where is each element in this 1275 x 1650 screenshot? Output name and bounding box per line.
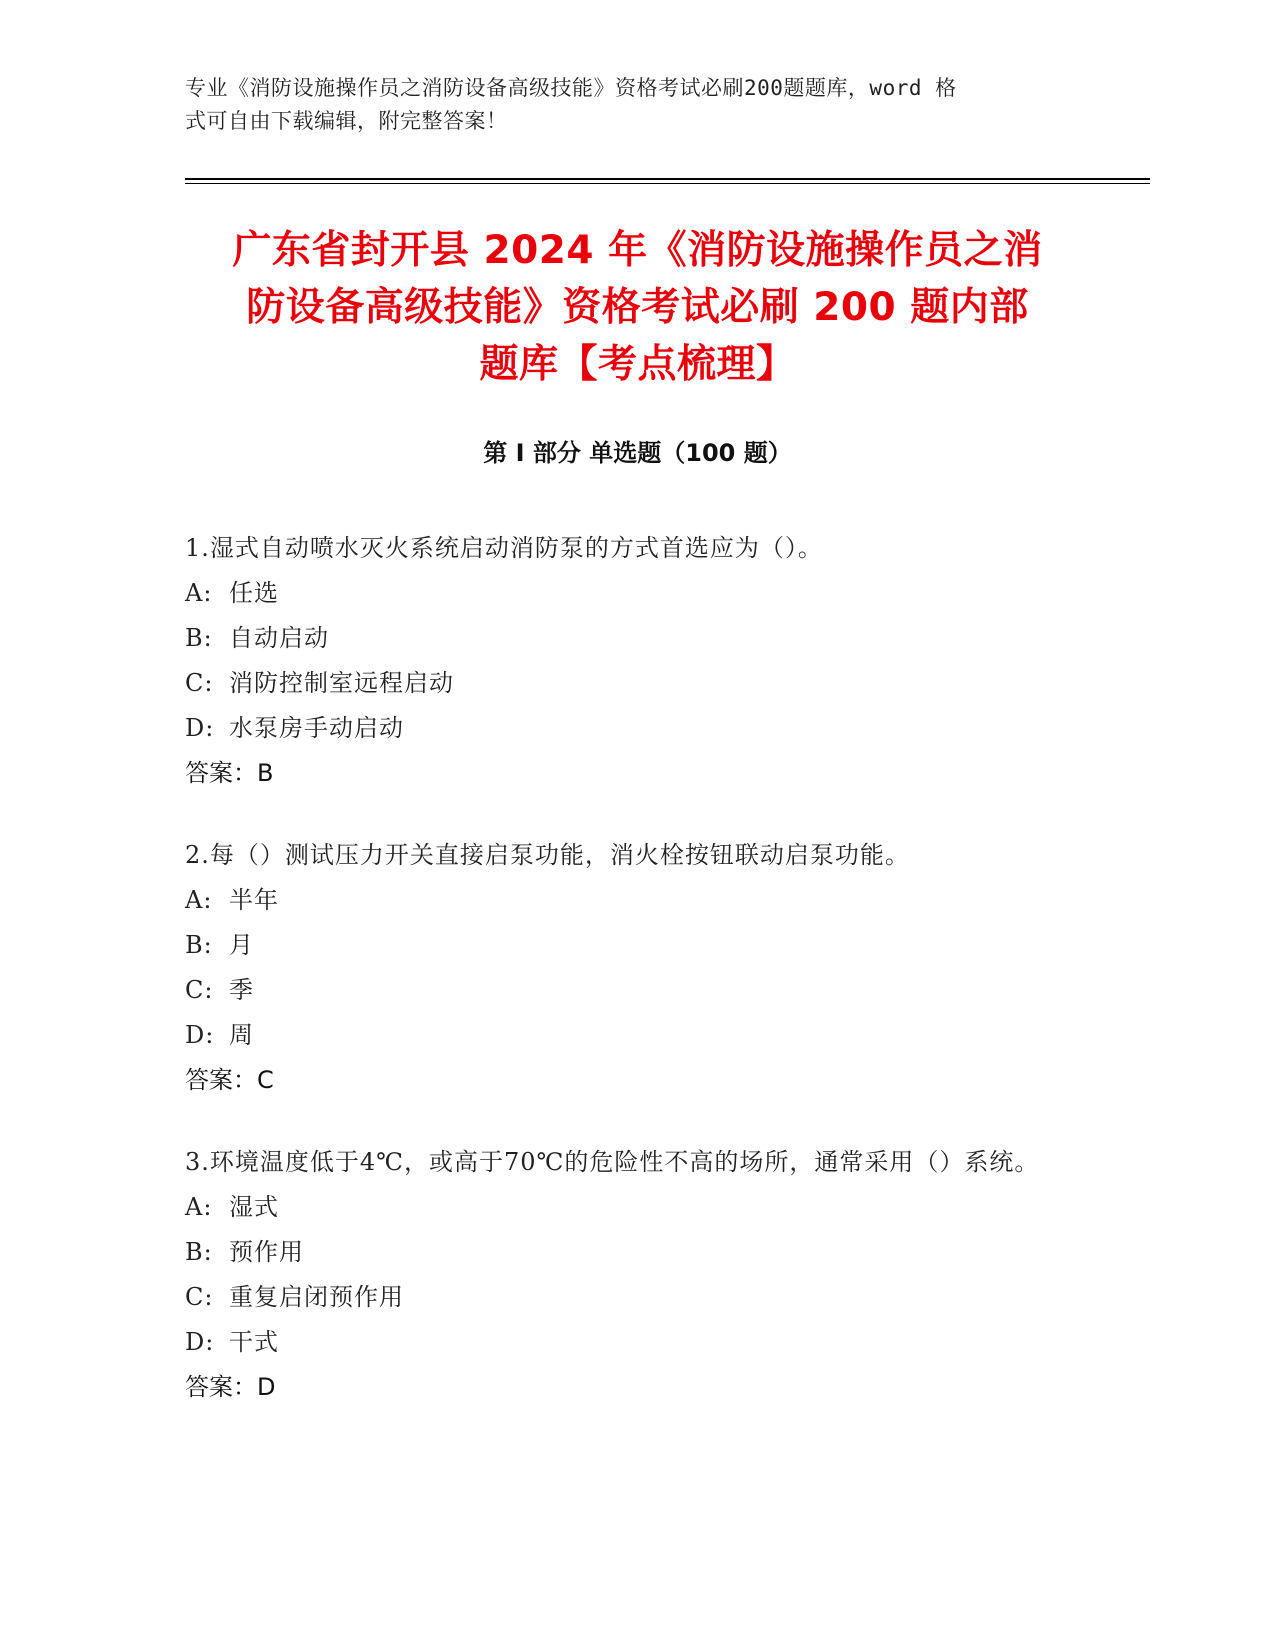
header-note-line-1: 专业《消防设施操作员之消防设备高级技能》资格考试必刷200题题库，word 格 — [185, 76, 957, 100]
header-divider-thick — [185, 178, 1150, 180]
section-title: 第 I 部分 单选题（100 题） — [483, 439, 792, 467]
question-option — [185, 1185, 1075, 1230]
option-key: D: — [185, 714, 215, 742]
question-option — [185, 1320, 1075, 1365]
option-text: 预作用 — [229, 1238, 304, 1266]
question-option — [185, 661, 1075, 706]
question-stem: 1.湿式自动喷水灭火系统启动消防泵的方式首选应为（）。 — [185, 534, 823, 562]
option-text: 水泵房手动启动 — [229, 714, 404, 742]
option-text: 消防控制室远程启动 — [229, 669, 454, 697]
option-key: B: — [185, 931, 213, 959]
question-answer: 答案：C — [185, 1066, 274, 1094]
option-key: B: — [185, 1238, 213, 1266]
option-key: B: — [185, 624, 213, 652]
question-stem: 3.环境温度低于4℃，或高于70℃的危险性不高的场所，通常采用（）系统。 — [185, 1148, 1040, 1176]
option-text: 湿式 — [229, 1193, 279, 1221]
header-divider-thin — [185, 183, 1150, 184]
question-option — [185, 706, 1075, 751]
question-option — [185, 1230, 1075, 1275]
option-text: 月 — [229, 931, 254, 959]
header-note-line-2: 式可自由下载编辑，附完整答案！ — [185, 109, 508, 133]
option-text: 自动启动 — [229, 624, 329, 652]
document-title — [185, 222, 1090, 393]
option-text: 重复启闭预作用 — [229, 1283, 404, 1311]
option-text: 半年 — [229, 886, 279, 914]
document-title-line-1: 广东省封开县 2024 年《消防设施操作员之消 — [232, 228, 1043, 273]
option-key: A: — [185, 579, 213, 607]
question-stem: 2.每（）测试压力开关直接启泵功能，消火栓按钮联动启泵功能。 — [185, 841, 910, 869]
document-title-line-3: 题库【考点梳理】 — [479, 342, 796, 387]
option-text: 周 — [229, 1021, 254, 1049]
option-key: D: — [185, 1021, 215, 1049]
option-text: 季 — [229, 976, 254, 1004]
question-option — [185, 1013, 1075, 1058]
option-key: A: — [185, 1193, 213, 1221]
question-option — [185, 1275, 1075, 1320]
question-option — [185, 571, 1075, 616]
header-note — [185, 72, 1065, 138]
option-key: C: — [185, 669, 214, 697]
question-answer: 答案：B — [185, 759, 274, 787]
option-key: C: — [185, 1283, 214, 1311]
question-list — [185, 526, 1075, 1447]
option-key: A: — [185, 886, 213, 914]
question-item — [185, 526, 1075, 796]
document-title-line-2: 防设备高级技能》资格考试必刷 200 题内部 — [246, 285, 1029, 330]
question-item — [185, 1140, 1075, 1410]
option-key: D: — [185, 1328, 215, 1356]
question-option — [185, 923, 1075, 968]
question-option — [185, 878, 1075, 923]
question-option — [185, 968, 1075, 1013]
question-item — [185, 833, 1075, 1103]
option-text: 任选 — [229, 579, 279, 607]
question-option — [185, 616, 1075, 661]
question-answer: 答案：D — [185, 1373, 276, 1401]
option-text: 干式 — [229, 1328, 279, 1356]
option-key: C: — [185, 976, 214, 1004]
